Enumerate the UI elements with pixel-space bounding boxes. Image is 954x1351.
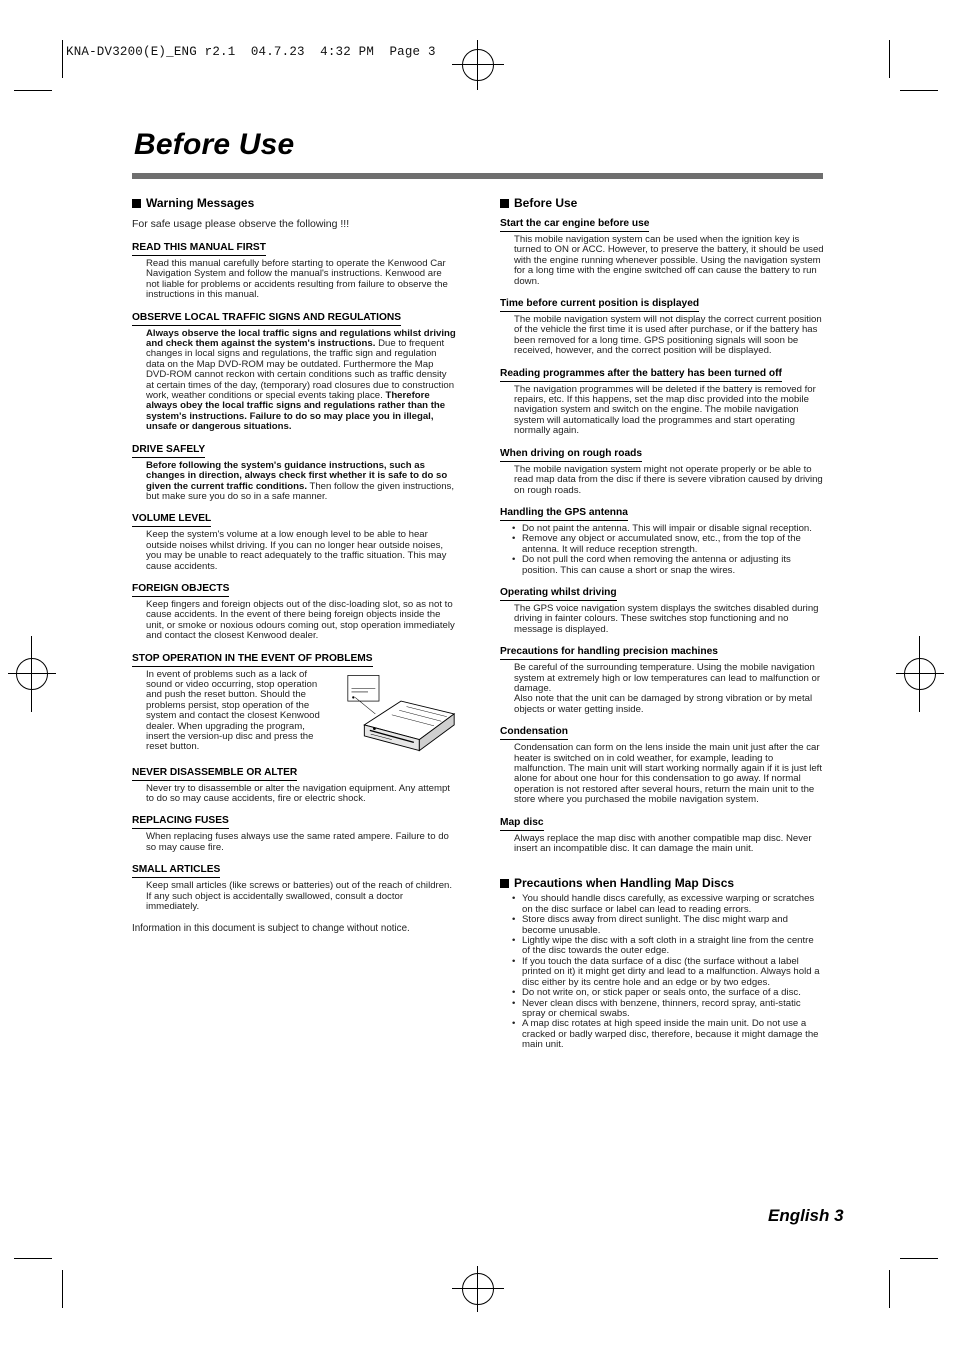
section-title: NEVER DISASSEMBLE OR ALTER <box>132 767 297 781</box>
section-title: Condensation <box>500 726 568 740</box>
crop-mark <box>900 1258 938 1259</box>
list-item: • You should handle discs carefully, as excessive warping or scratches on the disc surface or label can lead to reading errors. <box>512 894 824 915</box>
list-item: • Remove any object or accumulated snow, etc., from the top of the antenna. It will reduce reception strength. <box>512 534 824 555</box>
crop-mark <box>14 90 52 91</box>
section-volume-level <box>132 513 456 572</box>
section-current-position <box>500 298 824 357</box>
section-foreign-objects <box>132 583 456 642</box>
warning-intro: For safe usage please observe the following !!! <box>132 218 350 230</box>
section-operating-driving <box>500 587 824 635</box>
section-text: The navigation programmes will be deleted if the battery is removed for repairs, etc. If this happens, set the map disc provided into the mobile navigation system and switch on the engine. The mobile navigation system will automatically load the programmes and start operating normally again. <box>514 383 816 437</box>
section-rough-roads <box>500 448 824 496</box>
title-rule <box>132 173 823 179</box>
section-text: This mobile navigation system can be used when the ignition key is turned to ON or ACC. However, to preserve the battery, it should be used with the engine running whenever possible. Using the navigation system for a long time with the engine switched off can cause the battery to run down. <box>514 234 824 287</box>
list-item: • Never clean discs with benzene, thinners, record spray, anti-static spray or chemical swabs. <box>512 999 824 1020</box>
square-bullet-icon <box>500 879 509 888</box>
square-bullet-icon <box>132 199 141 208</box>
section-condensation <box>500 726 824 805</box>
list-item: • Do not write on, or stick paper or seals onto, the surface of a disc. <box>512 988 824 998</box>
section-text: The mobile navigation system might not operate properly or be able to read map data from the disc if there is severe vibration caused by driving on rough roads. <box>514 463 823 496</box>
section-title: Time before current position is displayed <box>500 298 699 312</box>
section-stop-operation <box>132 653 456 756</box>
section-title: When driving on rough roads <box>500 448 642 462</box>
crop-mark <box>889 40 890 78</box>
section-title: DRIVE SAFELY <box>132 444 205 458</box>
map-discs-heading: Precautions when Handling Map Discs <box>500 876 824 890</box>
page-number: English 3 <box>768 1206 844 1225</box>
left-column <box>132 196 456 934</box>
crop-mark <box>62 1270 63 1308</box>
body-text: Due to frequent changes in local signs and regulations, the traffic sign and regulation data on the Map DVD-ROM may be outdated. Furthermore the Map DVD-ROM cannot reckon with certain conditions such as traffic density at certain times of the day, (temporary) road closures due to construction work, weather conditions or special events taking place. <box>146 338 455 402</box>
change-notice: Information in this document is subject to change without notice. <box>132 923 410 935</box>
section-title: REPLACING FUSES <box>132 815 229 829</box>
section-text: Read this manual carefully before starting to operate the Kenwood Car Navigation System and follow the manual's instructions. Kenwood are not liable for problems or accidents resulting from failure to observe the instructions in this manual. <box>146 258 448 301</box>
body-text: Then follow the given instructions, but make sure you do so in a safe manner. <box>146 480 454 502</box>
section-map-disc <box>500 817 824 855</box>
list-item: • Do not pull the cord when removing the antenna or adjusting its position. This can cause a short or snap the wires. <box>512 555 824 576</box>
crop-mark <box>62 40 63 78</box>
section-title: Handling the GPS antenna <box>500 507 628 521</box>
section-title: OBSERVE LOCAL TRAFFIC SIGNS AND REGULATIONS <box>132 312 401 326</box>
section-reading-programmes <box>500 368 824 437</box>
section-text: Keep small articles (like screws or batteries) out of the reach of children. If any such object is accidentally swallowed, consult a doctor immediately. <box>146 880 453 912</box>
section-replacing-fuses <box>132 815 456 853</box>
antenna-bullet-list <box>512 524 824 576</box>
section-title: VOLUME LEVEL <box>132 513 211 527</box>
section-text: In event of problems such as a lack of sound or video occurring, stop operation and push the reset button. Should the problems persist, stop operation of the system and contact the closest Kenwood dealer. When upgrading the program, insert the version-up disc and press the reset button. <box>146 668 320 753</box>
page-title: Before Use <box>134 128 295 161</box>
list-item: • Lightly wipe the disc with a soft cloth in a straight line from the centre of the disc towards the outer edge. <box>512 936 824 957</box>
navigation-unit-illustration <box>346 670 456 756</box>
section-small-articles <box>132 864 456 912</box>
section-text: Keep the system's volume at a low enough level to be able to hear outside noises whilst driving. If you can no longer hear outside noises, you may be unable to react adequately to the traffic situation. This may cause accidents. <box>146 529 447 572</box>
section-title: FOREIGN OBJECTS <box>132 583 229 597</box>
section-text: The GPS voice navigation system displays the switches disabled during driving in fainter colours. These switches stop functioning and no message is displayed. <box>514 602 819 635</box>
section-title: Map disc <box>500 817 544 831</box>
section-text <box>146 329 456 433</box>
section-read-manual <box>132 242 456 301</box>
bold-text: Before following the system's guidance instructions, such as changes in direction, always check first whether it is safe to do so given the current traffic conditions. <box>146 459 448 492</box>
section-text: The mobile navigation system will not display the correct current position of the vehicle the first time it is used after purchase, or if the battery has been removed for a long time. GPS positioning signals will soon be received, however, and the correct position will be displayed. <box>514 314 822 357</box>
warning-heading: Warning Messages <box>132 196 456 210</box>
section-title: Reading programmes after the battery has been turned off <box>500 368 782 382</box>
list-item: • A map disc rotates at high speed inside the main unit. Do not use a cracked or badly warped disc, therefore, because it might damage the main unit. <box>512 1019 824 1050</box>
section-never-disassemble <box>132 767 456 805</box>
section-text: Also note that the unit can be damaged by strong vibration or by metal objects or water getting inside. <box>514 693 813 715</box>
section-gps-antenna <box>500 507 824 576</box>
print-header: KNA-DV3200(E)_ENG r2.1 04.7.23 4:32 PM Page 3 <box>66 45 436 59</box>
crop-mark <box>900 90 938 91</box>
section-text: Be careful of the surrounding temperature. Using the mobile navigation system at extremely high or low temperatures can lead to malfunction or damage. <box>514 662 821 694</box>
section-title: Start the car engine before use <box>500 218 649 232</box>
right-column <box>500 196 824 1051</box>
section-title: STOP OPERATION IN THE EVENT OF PROBLEMS <box>132 653 373 667</box>
section-text: Always replace the map disc with another compatible map disc. Never insert an incompatible disc. It can damage the main unit. <box>514 832 812 855</box>
bold-text: Always observe the local traffic signs and regulations whilst driving and check them against the system's instructions. <box>146 327 456 350</box>
section-title: READ THIS MANUAL FIRST <box>132 242 266 256</box>
square-bullet-icon <box>500 199 509 208</box>
section-precision-machines <box>500 646 824 715</box>
section-text: Keep fingers and foreign objects out of the disc-loading slot, so as not to cause accidents. In the event of there being foreign objects inside the unit, or smoke or noxious odours coming out, stop operation immediately and contact the closest Kenwood dealer. <box>146 598 455 642</box>
before-use-heading: Before Use <box>500 196 824 210</box>
bold-text: Therefore always obey the local traffic signs and regulations rather than the system's instructions. Failure to do so may place you in illegal, unsafe or dangerous situations. <box>146 390 446 433</box>
crop-mark <box>14 1258 52 1259</box>
section-start-engine <box>500 218 824 287</box>
section-text: Never try to disassemble or alter the navigation equipment. Any attempt to do so may cause accidents, fire or electric shock. <box>146 782 450 804</box>
list-item: • Store discs away from direct sunlight. The disc might warp and become unusable. <box>512 915 824 936</box>
section-title: Precautions for handling precision machines <box>500 646 718 660</box>
section-traffic-signs <box>132 312 456 433</box>
list-item: • Do not paint the antenna. This will impair or disable signal reception. <box>512 524 824 534</box>
section-text: Condensation can form on the lens inside the main unit just after the car heater is switched on in cold weather, for example, leading to malfunction. The main unit will start working normally again if it is just left alone for about one hour for this condensation to go away. If normal operation is not restored after several hours, return the main unit to the store where you purchased the mobile navigation system. <box>514 742 823 806</box>
section-text: When replacing fuses always use the same rated ampere. Failure to do so may cause fire. <box>146 831 449 853</box>
map-discs-bullet-list <box>512 894 824 1050</box>
section-text <box>146 461 456 503</box>
section-title: Operating whilst driving <box>500 587 617 601</box>
section-title: SMALL ARTICLES <box>132 864 220 878</box>
section-drive-safely <box>132 444 456 503</box>
list-item: • If you touch the data surface of a disc (the surface without a label printed on it) it might get dirty and lead to a malfunction. Always hold a disc either by its centre hole and an edge or by two edges. <box>512 957 824 988</box>
crop-mark <box>889 1270 890 1308</box>
